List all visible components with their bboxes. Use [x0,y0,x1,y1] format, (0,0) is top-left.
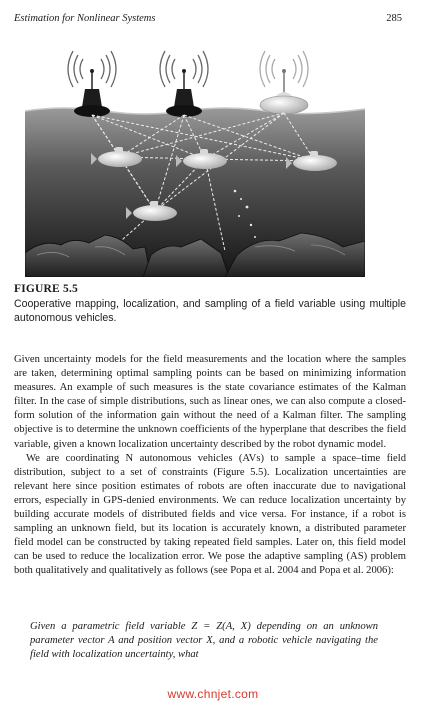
running-head [14,13,402,27]
paragraph: We are coordinating N autonomous vehicles (AVs) to sample a space–time field distribution, subject to a set of constraints (Figure 5.5). Localization uncertainties are relevant here since position estimates of robots are often inaccurate due to navigational errors, especially in GPS-denied environments. We can reduce localization uncertainty by building accurate models of distributed fields and vice versa. For instance, if a robot is sampling an unknown field, but its location is accurately known, a distributed parameter field model can be constructed by taking repeated field samples. Later on, this field model can be used to reduce the localization error. We pose the adaptive sampling (AS) problem both qualitatively and qualitatively as follows (see Popa et al. 2004 and Popa et al. 2006): [14,452,406,577]
paragraph: Given uncertainty models for the field measurements and the location where the samples are taken, determining optimal sampling points can be based on minimizing information measures. An example of such measures is the state covariance estimates of the Kalman filter. In the case of simple distributions, such as linear ones, we can also compute a closed-form solution of the information gain without the need of a Kalman filter. The sampling objective is to determine the unknown coefficients of the hyperplane that describes the field variable, given a known localization uncertainty described by the robot dynamic model. [14,354,406,450]
figure-illustration [25,41,365,277]
watermark: www.chnjet.com [167,687,259,701]
problem-statement-quote: Given a parametric field variable Z = Z(A, X) depending on an unknown parameter vector A and position vector X, and a robotic vehicle navigating the field with localization uncertainty, what [30,621,378,661]
figure-caption: Cooperative mapping, localization, and sampling of a field variable using multiple autonomous vehicles. [14,298,406,325]
page-number: 285 [386,13,402,24]
figure-label: FIGURE 5.5 [14,283,78,295]
running-title: Estimation for Nonlinear Systems [14,13,156,24]
body-text [14,353,406,579]
